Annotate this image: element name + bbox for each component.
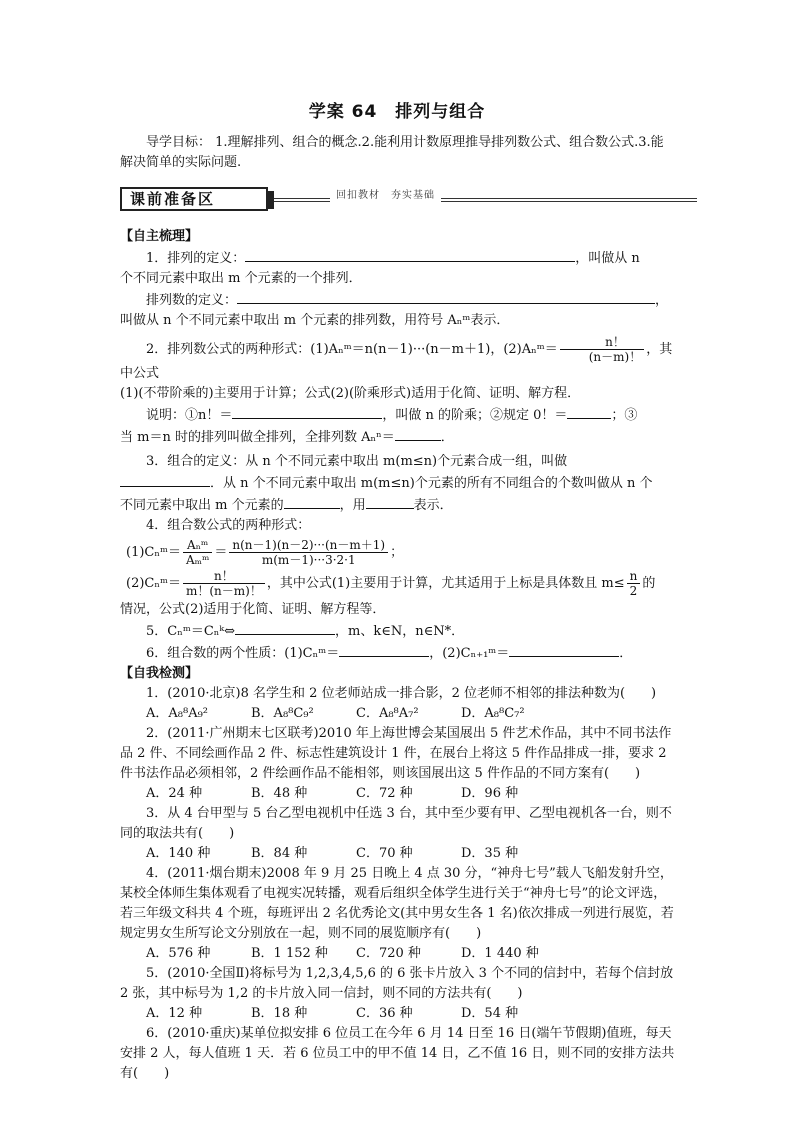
question-4-options bbox=[120, 944, 675, 964]
option[interactable]: B．84 种 bbox=[251, 846, 308, 861]
page-title: 学案 64 排列与组合 bbox=[308, 102, 486, 122]
question-2-options bbox=[120, 784, 675, 804]
def-perm-number: 排列数的定义： ， bbox=[120, 289, 675, 311]
perm-formula: 2．排列数公式的两种形式：(1)Aₙᵐ＝n(n－1)···(n－m＋1)，(2)Aₙᵐ＝ $\frac{n!}{(n-m)!}$ ，其中公式 bbox=[120, 335, 673, 381]
blank-field[interactable] bbox=[235, 620, 335, 635]
comb-formula-2-cont: 情况，公式(2)适用于化简、证明、解方程等． bbox=[120, 602, 386, 617]
option[interactable]: D．35 种 bbox=[461, 846, 519, 861]
question-2: 2．(2011·广州期末七区联考)2010 年上海世博会某国展出 5 件艺术作品，其中不同书法作品 2 件、不同绘画作品 2 件、标志性建筑设计 1 件，在展台上将这 5 件作品排成一排，要求 2 件书法作品必须相邻，2 件绘画作品不能相邻，则该国展出这 5 件作品的不同方案有( ) bbox=[120, 726, 672, 781]
def-permutation: 1．排列的定义： ，叫做从 n bbox=[120, 247, 675, 269]
option[interactable]: D．1 440 种 bbox=[461, 946, 539, 961]
option[interactable]: C．720 种 bbox=[356, 946, 421, 961]
option[interactable]: C．36 种 bbox=[356, 1006, 413, 1021]
banner-subtitle: 回扣教材 夯实基础 bbox=[330, 186, 441, 206]
option[interactable]: C．72 种 bbox=[356, 786, 413, 801]
blank-field[interactable] bbox=[245, 247, 575, 262]
heading-self-review: 【自主梳理】 bbox=[120, 229, 199, 244]
blank-field[interactable] bbox=[509, 642, 619, 657]
option[interactable]: B．1 152 种 bbox=[251, 946, 328, 961]
def-combination: 3．组合的定义：从 n 个不同元素中取出 m(m≤n)个元素合成一组，叫做 bbox=[146, 454, 568, 469]
blank-field[interactable] bbox=[339, 642, 429, 657]
option[interactable]: D．A₈⁸C₇² bbox=[461, 706, 525, 721]
def-combination-cont: ．从 n 个不同元素中取出 m(m≤n)个元素的所有不同组合的个数叫做从 n 个 bbox=[120, 472, 675, 494]
option[interactable]: D．54 种 bbox=[461, 1006, 519, 1021]
blank-field[interactable] bbox=[366, 494, 414, 509]
question-4: 4．(2011·烟台期末)2008 年 9 月 25 日晚上 4 点 30 分，“神舟七号”载人飞船发射升空，某校全体师生集体观看了电视实况转播，观看后组织全体学生进行关于“神舟七号”的论文评选，若三年级文科共 4 个班，每班评出 2 名优秀论文(其中男女生各 1 名)依次排成一列进行展览，若规定男女生所写论文分别放在一起，则不同的展览顺序有( ) bbox=[120, 866, 674, 941]
def-perm-number-cont: 叫做从 n 个不同元素中取出 m 个元素的排列数，用符号 Aₙᵐ表示． bbox=[120, 313, 510, 328]
banner-label: 课前准备区 bbox=[120, 187, 268, 211]
blank-field[interactable] bbox=[237, 289, 655, 304]
blank-field[interactable] bbox=[395, 426, 441, 441]
option[interactable]: A．576 种 bbox=[146, 946, 211, 961]
question-3: 3．从 4 台甲型与 5 台乙型电视机中任选 3 台，其中至少要有甲、乙型电视机各一台，则不同的取法共有( ) bbox=[120, 806, 672, 841]
option[interactable]: A．24 种 bbox=[146, 786, 203, 801]
option[interactable]: C．70 种 bbox=[356, 846, 413, 861]
note-factorial: 说明：①n！＝ ，叫做 n 的阶乘；②规定 0！＝ ；③ bbox=[120, 404, 675, 426]
question-5-options bbox=[120, 1004, 675, 1024]
content bbox=[120, 133, 675, 1084]
comb-formula-heading: 4．组合数公式的两种形式： bbox=[146, 518, 311, 533]
question-3-options bbox=[120, 844, 675, 864]
perm-formula-cont: (1)(不带阶乘的)主要用于计算；公式(2)(阶乘形式)适用于化简、证明、解方程． bbox=[120, 386, 581, 401]
option[interactable]: D．96 种 bbox=[461, 786, 519, 801]
comb-equal-cond: 5．Cₙᵐ＝Cₙᵏ⇔ ，m、k∈N，n∈N*． bbox=[120, 620, 675, 642]
option[interactable]: B．48 种 bbox=[251, 786, 308, 801]
comb-formula-1: (1)Cₙᵐ＝ $\frac{\text{Aₙᵐ}}{\text{Aₘᵐ}}$ ＝ $\frac{n(n-1)(n-2)\cdot\cdot\cdot(n-m+1)}{m(m-1)\cdot\cdot\cdot 3\cdot 2\cdot 1}$ ； bbox=[126, 538, 404, 567]
option[interactable]: C．A₈⁸A₇² bbox=[356, 706, 419, 721]
blank-field[interactable] bbox=[120, 472, 210, 487]
heading-self-check: 【自我检测】 bbox=[120, 666, 199, 681]
blank-field[interactable] bbox=[232, 404, 382, 419]
option[interactable]: A．140 种 bbox=[146, 846, 211, 861]
option[interactable]: B．A₈⁸C₉² bbox=[251, 706, 314, 721]
note-full-perm: 当 m＝n 时的排列叫做全排列，全排列数 Aₙⁿ＝ ． bbox=[120, 426, 675, 448]
question-1-options bbox=[120, 704, 675, 724]
option[interactable]: B．18 种 bbox=[251, 1006, 308, 1021]
question-5: 5．(2010·全国Ⅱ)将标号为 1,2,3,4,5,6 的 6 张卡片放入 3 个不同的信封中，若每个信封放 2 张，其中标号为 1,2 的卡片放入同一信封，则不同的方法共有( ) bbox=[120, 966, 674, 1001]
section-banner bbox=[120, 187, 675, 211]
question-6: 6．(2010·重庆)某单位拟安排 6 位员工在今年 6 月 14 日至 16 日(端午节假期)值班，每天安排 2 人，每人值班 1 天．若 6 位员工中的甲不值 14 日，乙不值 16 日，则不同的安排方法共有( ) bbox=[120, 1026, 675, 1081]
blank-field[interactable] bbox=[567, 404, 611, 419]
comb-properties: 6．组合数的两个性质：(1)Cₙᵐ＝ ，(2)Cₙ₊₁ᵐ＝ ． bbox=[120, 642, 675, 664]
blank-field[interactable] bbox=[284, 494, 340, 509]
question-1: 1．(2010·北京)8 名学生和 2 位老师站成一排合影，2 位老师不相邻的排法种数为( ) bbox=[146, 686, 657, 701]
option[interactable]: A．12 种 bbox=[146, 1006, 203, 1021]
def-combination-end: 不同元素中取出 m 个元素的 ，用 表示． bbox=[120, 494, 675, 516]
comb-formula-2: (2)Cₙᵐ＝ $\frac{n!}{m!(n-m)!}$ ，其中公式(1)主要用于计算，尤其适用于上标是具体数且 m≤ $\frac{n}{2}$ 的 bbox=[126, 569, 656, 598]
option[interactable]: A．A₈⁸A₉² bbox=[146, 706, 209, 721]
guide-text: 导学目标： 1.理解排列、组合的概念.2.能利用计数原理推导排列数公式、组合数公式.3.能解决简单的实际问题. bbox=[120, 135, 664, 170]
def-permutation-cont: 个不同元素中取出 m 个元素的一个排列． bbox=[120, 271, 362, 286]
